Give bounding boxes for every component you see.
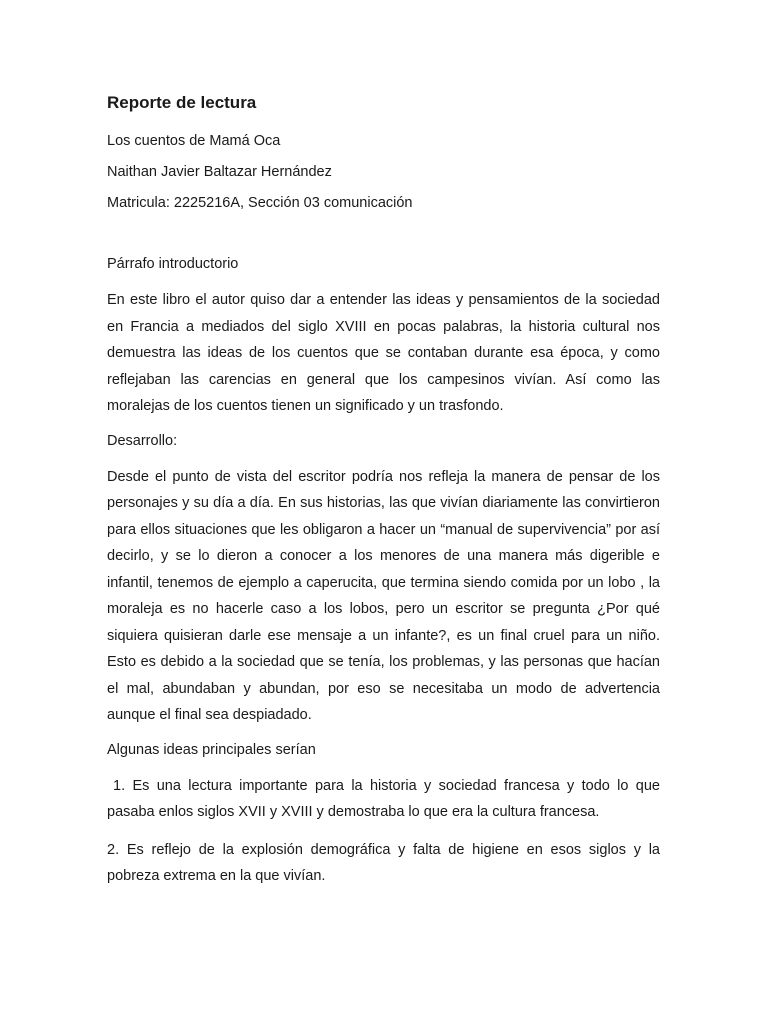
development-paragraph: Desde el punto de vista del escritor podría nos refleja la manera de pensar de los personajes y su día a día. En sus historias, las que vivían diariamente las convirtieron para ellos situaciones que les obligaron a hacer un “manual de supervivencia” por así decirlo, y se lo dieron a conocer a los menores de una manera más digerible e infantil, tenemos de ejemplo a caperucita, que termina siendo comida por un lobo , la moraleja es no hacerle caso a los lobos, pero un escritor se pregunta ¿Por qué siquiera quisieran darle ese mensaje a un infante?, es un final cruel para un niño. Esto es debido a la sociedad que se tenía, los problemas, y las personas que hacían el mal, abundaban y abundan, por eso se necesitaba un modo de advertencia aunque el final sea despiadado. [107, 468, 660, 723]
idea-item-2: 2. Es reflejo de la explosión demográfica y falta de higiene en esos siglos y la pobreza extrema en la que vivían. [107, 841, 660, 884]
development-heading: Desarrollo: [107, 432, 178, 449]
idea-item-1: 1. Es una lectura importante para la historia y sociedad francesa y todo lo que pasaba enlos siglos XVII y XVIII y demostraba lo que era la cultura francesa. [107, 777, 660, 820]
author-name: Naithan Javier Baltazar Hernández [107, 164, 332, 180]
enrollment-info: Matricula: 2225216A, Sección 03 comunicación [107, 195, 413, 211]
book-title: Los cuentos de Mamá Oca [107, 133, 281, 149]
intro-paragraph: En este libro el autor quiso dar a entender las ideas y pensamientos de la sociedad en Francia a mediados del siglo XVIII en pocas palabras, la historia cultural nos demuestra las ideas de los cuentos que se contaban durante esa época, y como reflejaban las carencias en general que los campesinos vivían. Así como las moralejas de los cuentos tienen un significado y un trasfondo. [107, 292, 660, 414]
spacer [107, 224, 660, 254]
intro-heading: Párrafo introductorio [107, 256, 239, 272]
document-title: Reporte de lectura [107, 93, 257, 112]
ideas-heading: Algunas ideas principales serían [107, 741, 316, 758]
